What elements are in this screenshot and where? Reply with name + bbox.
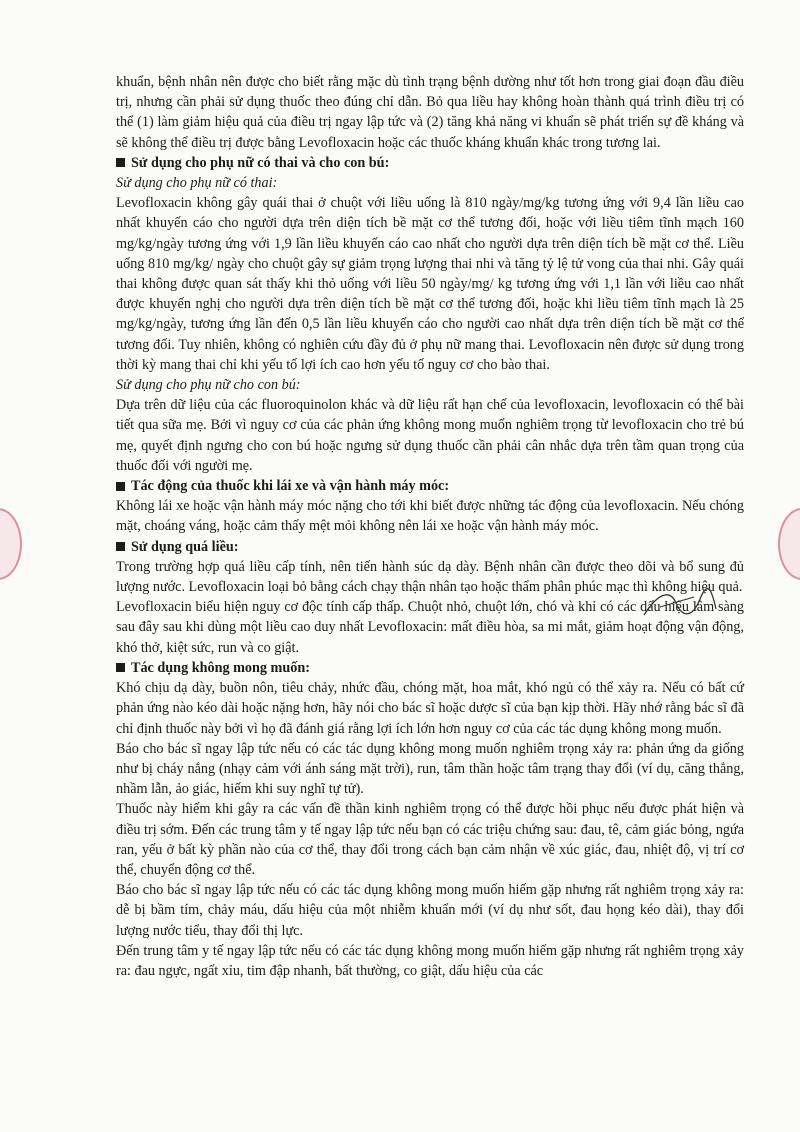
paragraph-side-effects-5: Đến trung tâm y tế ngay lập tức nếu có các tác dụng không mong muốn hiếm gặp nhưng rất nghiêm trọng xảy ra: đau ngực, ngất xỉu, tim đập nhanh, bất thường, co giật, dấu hiệu của các	[116, 942, 744, 979]
paragraph-overdose-1: Trong trường hợp quá liều cấp tính, nên tiến hành súc dạ dày. Bệnh nhân cần được theo dõi và bổ sung đủ lượng nước. Levofloxacin loại bỏ bằng cách chạy thận nhân tạo hoặc thẩm phân phúc mạc thì không hiệu quả.	[116, 558, 744, 596]
heading-pregnancy-lactation: Sử dụng cho phụ nữ có thai và cho con bú:	[116, 153, 744, 173]
paragraph-side-effects-1: Khó chịu dạ dày, buồn nôn, tiêu chảy, nhức đầu, chóng mặt, hoa mắt, khó ngủ có thể xảy ra. Nếu có bất cứ phản ứng nào kéo dài hoặc nặng hơn, hãy nói cho bác sĩ hoặc dược sĩ của bạn kịp thời. Hãy nhớ rằng bác sĩ đã chỉ định thuốc này bởi vì họ đã đánh giá rằng lợi ích lớn hơn nguy cơ của các tác dụng không mong muốn.	[116, 680, 744, 737]
heading-side-effects: Tác dụng không mong muốn:	[116, 658, 744, 678]
paragraph-lactation: Dựa trên dữ liệu của các fluoroquinolon khác và dữ liệu rất hạn chế của levofloxacin, levofloxacin có thể bài tiết qua sữa mẹ. Bởi vì nguy cơ của các phản ứng không mong muốn nghiêm trọng từ levofloxacin cho trẻ bú mẹ, quyết định ngưng cho con bú hoặc ngưng sử dụng thuốc cần phải cân nhắc dựa trên tầm quan trọng của thuốc đối với người mẹ.	[116, 397, 744, 474]
red-seal-stamp-left	[0, 508, 22, 580]
square-bullet-icon	[116, 482, 125, 491]
paragraph-side-effects-4: Báo cho bác sĩ ngay lập tức nếu có các tác dụng không mong muốn hiếm gặp nhưng rất nghiêm trọng xảy ra: dễ bị bầm tím, chảy máu, dấu hiệu của một nhiễm khuẩn mới (ví dụ như sốt, đau họng kéo dài), thay đổi lượng nước tiểu, thay đổi thị lực.	[116, 882, 744, 939]
paragraph-side-effects-3: Thuốc này hiếm khi gây ra các vấn đề thần kinh nghiêm trọng có thể được hồi phục nếu được phát hiện và điều trị sớm. Đến các trung tâm y tế ngay lập tức nếu bạn có các triệu chứng sau: đau, tê, cảm giác bỏng, ngứa ran, yếu ở bất kỳ phần nào của cơ thể, thay đổi trong cách bạn cảm nhận về xúc giác, đau, nhiệt độ, vị trí cơ thể, chuyển động cơ thể.	[116, 801, 744, 878]
paragraph-intro: khuẩn, bệnh nhân nên được cho biết rằng mặc dù tình trạng bệnh dường như tốt hơn trong giai đoạn đầu điều trị, nhưng cần phải sử dụng thuốc theo đúng chỉ dẫn. Bỏ qua liều hay không hoàn thành quá trình điều trị có thể (1) làm giảm hiệu quả của điều trị ngay lập tức và (2) tăng khả năng vi khuẩn sẽ phát triển sự đề kháng và sẽ không thể điều trị được bằng Levofloxacin hoặc các thuốc kháng khuẩn khác trong tương lai.	[116, 74, 744, 151]
document-body	[116, 72, 744, 981]
paragraph-overdose-2: Levofloxacin biểu hiện nguy cơ độc tính cấp thấp. Chuột nhỏ, chuột lớn, chó và khỉ có các dấu hiệu lâm sàng sau đây sau khi dùng một liều cao duy nhất Levofloxacin: mất điều hòa, sa mi mắt, giảm hoạt động vận động, khó thở, kiệt sức, run và co giật.	[116, 599, 744, 656]
square-bullet-icon	[116, 663, 125, 672]
subheading-lactation: Sử dụng cho phụ nữ cho con bú:	[116, 377, 301, 394]
subheading-pregnancy: Sử dụng cho phụ nữ có thai:	[116, 175, 278, 192]
paragraph-pregnancy: Levofloxacin không gây quái thai ở chuột với liều uống là 810 ngày/mg/kg tương ứng với 9,4 lần liều cao nhất khuyến cáo cho người dựa trên diện tích bề mặt cơ thể tương đối, hoặc với liều tiêm tĩnh mạch 160 mg/kg/ngày tương ứng với 1,9 lần liều khuyến cáo cao nhất cho người dựa trên diện tích bề mặt cơ thể. Liều uống 810 mg/kg/ ngày cho chuột gây sự giảm trọng lượng thai nhi và tăng tỷ lệ tử vong của thai nhi. Gây quái thai không được quan sát thấy khi thỏ uống với liều 50 ngày/mg/ kg tương ứng với 1,1 lần với liều cao nhất được khuyến nghị cho người dựa trên diện tích bề mặt cơ thể tương đối, hoặc khi liều tiêm tĩnh mạch là 25 mg/kg/ngày, tương ứng lần đến 0,5 lần liều khuyến cáo cho người cao nhất dựa trên diện tích bề mặt cơ thể tương đối. Tuy nhiên, không có nghiên cứu đầy đủ ở phụ nữ mang thai. Levofloxacin nên được sử dụng trong thời kỳ mang thai chỉ khi yếu tố lợi ích cao hơn yếu tố nguy cơ cho bào thai.	[116, 195, 744, 373]
heading-overdose: Sử dụng quá liều:	[116, 537, 744, 557]
paragraph-side-effects-2: Báo cho bác sĩ ngay lập tức nếu có các tác dụng không mong muốn nghiêm trọng xảy ra: phản ứng da giống như bị cháy nắng (nhạy cảm với ánh sáng mặt trời), run, tâm thần hoặc tâm trạng thay đổi (ví dụ, căng thẳng, nhầm lẫn, ảo giác, hiếm khi suy nghĩ tự tử).	[116, 740, 744, 798]
heading-driving: Tác động của thuốc khi lái xe và vận hành máy móc:	[116, 476, 744, 496]
square-bullet-icon	[116, 542, 125, 551]
red-seal-stamp-right	[778, 508, 800, 580]
paragraph-driving: Không lái xe hoặc vận hành máy móc nặng cho tới khi biết được những tác động của levofloxacin. Nếu chóng mặt, choáng váng, hoặc cảm thấy mệt mỏi không nên lái xe hoặc vận hành máy móc.	[116, 498, 744, 535]
square-bullet-icon	[116, 158, 125, 167]
